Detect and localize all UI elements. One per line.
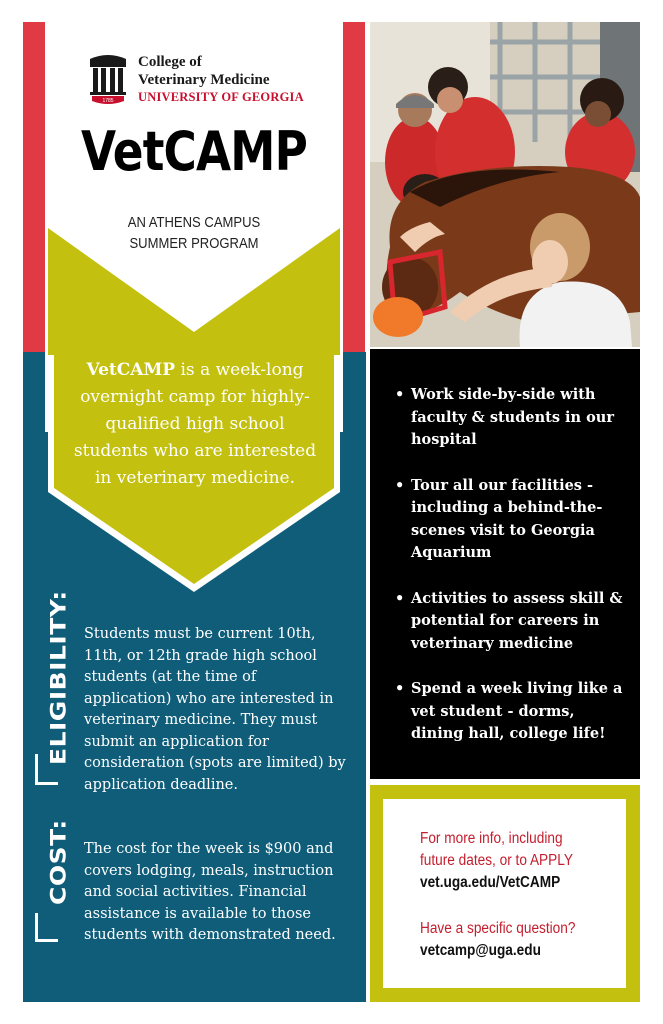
bullet-icon: • — [395, 476, 405, 494]
highlight-text: Activities to assess skill & potential for careers in veterinary medicine — [411, 589, 623, 652]
highlight-item — [395, 678, 630, 746]
email-link[interactable]: vetcamp@uga.edu — [420, 942, 541, 959]
intro-bold: VetCAMP — [86, 360, 176, 380]
apply-link[interactable]: vet.uga.edu/VetCAMP — [420, 874, 561, 891]
highlight-item — [395, 475, 630, 565]
bullet-icon: • — [395, 589, 405, 607]
eligibility-bracket — [35, 754, 58, 785]
intro-paragraph — [70, 357, 320, 492]
highlight-text: Tour all our facilities - including a behind-the-scenes visit to Georgia Aquarium — [411, 476, 603, 561]
cost-bracket — [35, 913, 58, 942]
camp-photo — [370, 22, 640, 347]
bullet-icon: • — [395, 680, 405, 697]
camp-photo-illustration — [370, 22, 640, 347]
logo-year: 1785 — [102, 98, 114, 104]
highlights-list — [395, 384, 630, 769]
cost-text: The cost for the week is $900 and covers lodging, meals, instruction and social activities. Financial assistance is available to those students with demonstrated need. — [84, 841, 336, 943]
question-text: Have a specific question? — [420, 920, 576, 937]
cost-label: COST: — [46, 819, 71, 905]
uga-arch-logo — [88, 53, 128, 105]
highlight-text: Spend a week living like a vet student - dorms, dining hall, college life! — [411, 680, 623, 742]
eligibility-label: ELIGIBILITY: — [46, 590, 71, 765]
subtitle-line-1: AN ATHENS CAMPUS — [127, 215, 261, 231]
subtitle-line-2: SUMMER PROGRAM — [129, 236, 259, 252]
bullet-icon: • — [395, 386, 405, 403]
highlight-text: Work side-by-side with faculty & students in our hospital — [411, 386, 614, 448]
highlight-item — [395, 588, 630, 656]
page-title: VetCAMP — [81, 120, 307, 183]
logo-college-of: College of — [138, 54, 202, 70]
logo-university: UNIVERSITY OF GEORGIA — [138, 90, 304, 104]
eligibility-text: Students must be current 10th, 11th, or 12th grade high school students (at the time of application) who are interested in veterinary medicine. They must submit an application for consideration (spots are limited) by application deadline. — [84, 626, 346, 793]
intro-rest: is a week-long overnight camp for highly-qualified high school students who are interested in veterinary medicine. — [73, 360, 317, 488]
highlight-item — [395, 384, 630, 452]
logo-college-name: Veterinary Medicine — [138, 72, 270, 88]
more-info-text: For more info, including future dates, or to APPLY — [420, 830, 573, 869]
